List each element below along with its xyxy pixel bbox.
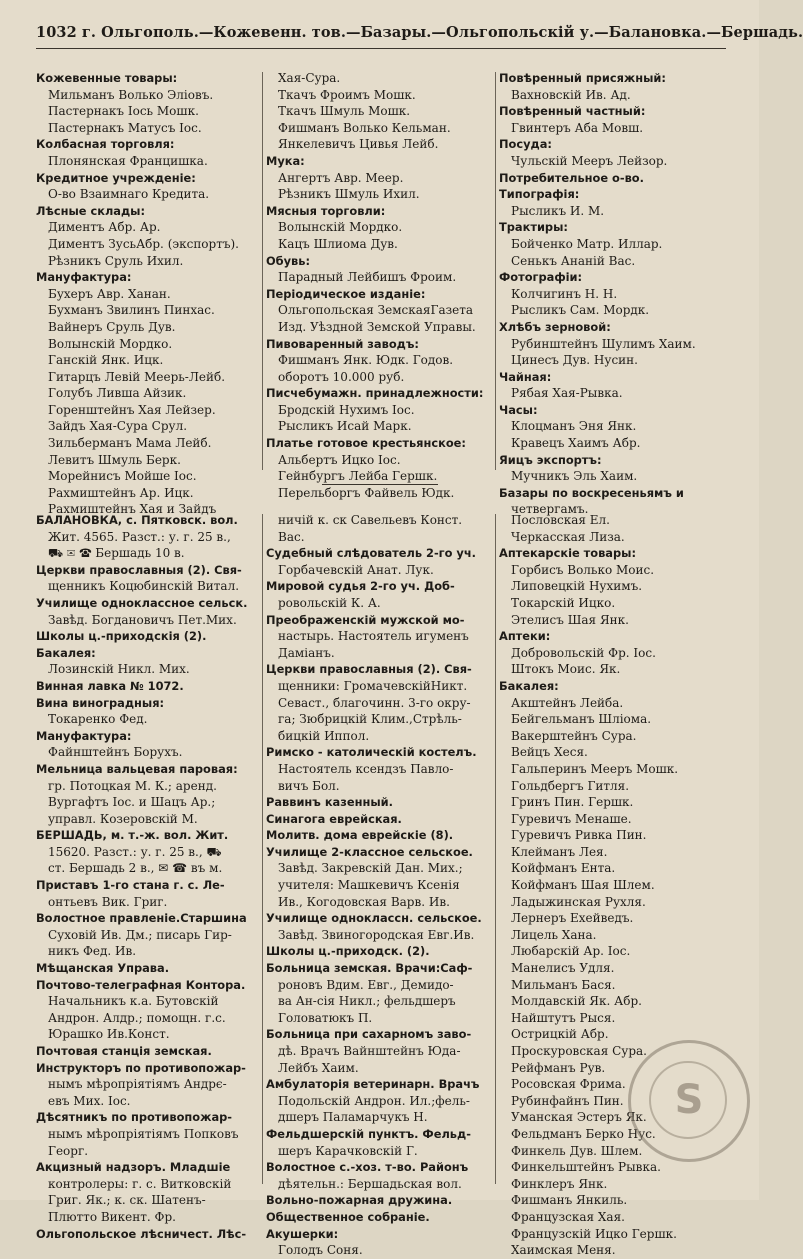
- directory-entry: Токарскій Ицко.: [511, 595, 616, 610]
- page-header: 1032 г. Ольгополь.—Кожевенн. тов.—Базары.—Ольгопольскій у.—Балановка.—Бершадь.: [36, 24, 803, 41]
- directory-entry: Гринъ Пин. Гершк.: [511, 795, 634, 810]
- directory-entry: контролеры: г. с. Витковскій: [48, 1176, 232, 1191]
- section-heading: Яицъ экспортъ:: [499, 452, 602, 467]
- section-heading: Бакалея:: [36, 645, 96, 660]
- section-heading: Мануфактура:: [36, 728, 132, 743]
- section-heading: Кредитное учрежденіе:: [36, 170, 196, 185]
- directory-entry: настырь. Настоятель игуменъ: [278, 629, 469, 644]
- section-heading: Посуда:: [499, 137, 552, 152]
- section-heading: Волостное правленіе.Старшина: [36, 911, 247, 926]
- section-heading: Училище одноклассн. сельское.: [266, 911, 482, 926]
- section-heading: Акушерки:: [266, 1226, 339, 1241]
- directory-entry: Горбачевскій Анат. Лук.: [278, 562, 434, 577]
- section-heading: Церкви православныя (2). Свя-: [266, 662, 472, 677]
- section-heading: Колбасная торговля:: [36, 137, 175, 152]
- section-heading: Школы ц.-приходскія (2).: [36, 629, 207, 644]
- section-heading: Почтовая станція земская.: [36, 1044, 212, 1058]
- directory-entry: Молдавскій Як. Абр.: [511, 994, 642, 1009]
- directory-entry: Острицкій Абр.: [511, 1027, 609, 1042]
- section-heading: Базары по воскресеньямъ и: [499, 485, 684, 500]
- section-heading: Аптекарскіе товары:: [499, 546, 636, 561]
- section-heading: Ольгопольское лѣсничест. Лѣс-: [36, 1226, 247, 1241]
- directory-entry: Волынскій Мордко.: [48, 336, 173, 351]
- section-heading: Инструкторъ по противопожар-: [36, 1060, 246, 1075]
- directory-entry: Горбисъ Волько Моис.: [511, 562, 655, 577]
- section-heading: Повѣренный присяжный:: [499, 71, 666, 85]
- directory-entry: Клейманъ Лея.: [511, 844, 608, 859]
- section-divider: [322, 484, 438, 485]
- directory-entry: Лейбъ Хаим.: [278, 1060, 359, 1075]
- directory-entry: Голодъ Соня.: [278, 1243, 363, 1258]
- directory-entry: евъ Мих. Іос.: [48, 1093, 131, 1108]
- directory-entry: вичъ Бол.: [278, 778, 340, 793]
- directory-entry: Завѣд. Закревскій Дан. Мих.;: [278, 861, 463, 876]
- directory-entry: Начальникъ к.а. Бутовскій: [48, 994, 219, 1009]
- directory-entry: Рысликъ Сам. Мордк.: [511, 303, 650, 318]
- section-heading: Училище одноклассное сельск.: [36, 595, 248, 610]
- section-heading: Фельдшерскій пунктъ. Фельд-: [266, 1126, 471, 1141]
- directory-entry: Найштутъ Рыся.: [511, 1010, 616, 1025]
- directory-entry: никъ Фед. Ив.: [48, 944, 137, 959]
- directory-entry: Финклеръ Янк.: [511, 1176, 608, 1191]
- section-heading: Кожевенные товары:: [36, 71, 178, 85]
- directory-entry: Диментъ Абр. Ар.: [48, 220, 161, 235]
- directory-entry: Бейгельманъ Шліома.: [511, 712, 652, 727]
- directory-entry: Рубинштейнъ Шулимъ Хаим.: [511, 336, 696, 351]
- section-heading: Писчебумажн. принадлежности:: [266, 386, 484, 401]
- directory-entry: Вакерштейнъ Сура.: [511, 728, 637, 743]
- directory-entry: Мильманъ Бася.: [511, 977, 616, 992]
- section-heading: Платье готовое крестьянское:: [266, 436, 466, 451]
- section-heading: Дѣсятникъ по противопожар-: [36, 1110, 233, 1125]
- section-heading: Чайная:: [499, 369, 552, 384]
- directory-entry: Манелисъ Удля.: [511, 961, 615, 976]
- section-heading: Винная лавка № 1072.: [36, 678, 184, 693]
- directory-entry: Перельборгъ Файвель Юдк.: [278, 485, 455, 500]
- directory-entry: Гитарцъ Левій Меерь-Лейб.: [48, 369, 226, 384]
- directory-entry: Фишманъ Янк. Юдк. Годов.: [278, 353, 454, 368]
- directory-entry: 15620. Разст.: у. г. 25 в., ⛟: [48, 844, 222, 859]
- section-heading: Вина виноградныя:: [36, 695, 165, 710]
- section-heading: Мануфактура:: [36, 270, 132, 285]
- directory-entry: Французскій Ицко Гершк.: [511, 1226, 677, 1241]
- directory-entry: Рысликъ И. М.: [511, 203, 605, 218]
- directory-entry: Рябая Хая-Рывка.: [511, 386, 623, 401]
- directory-entry: Фишманъ Янкиль.: [511, 1193, 628, 1208]
- directory-entry: Ткачъ Шмуль Мошк.: [278, 104, 411, 119]
- directory-entry: га; Зюбрицкій Клим.,Стрѣль-: [278, 712, 462, 727]
- directory-entry: онтьевъ Вик. Григ.: [48, 894, 168, 909]
- directory-entry: нымъ мѣропріятіямъ Андрє-: [48, 1077, 227, 1092]
- directory-entry: Пословская Ел.: [511, 513, 610, 527]
- directory-entry: Уманская Эстеръ Як.: [511, 1110, 647, 1125]
- section-heading: Мясныя торговли:: [266, 203, 386, 218]
- section-heading: Бакалея:: [499, 678, 559, 693]
- directory-entry: Ткачъ Фроимъ Мошк.: [278, 87, 416, 102]
- directory-entry: Плютто Викент. Фр.: [48, 1209, 176, 1224]
- directory-entry: щенникъ Коцюбинскій Витал.: [48, 579, 240, 594]
- directory-entry: Французская Хая.: [511, 1209, 625, 1224]
- directory-entry: Лернеръ Ехейведъ.: [511, 911, 634, 926]
- section-heading: Трактиры:: [499, 220, 568, 235]
- directory-entry: Клоцманъ Эня Янк.: [511, 419, 637, 434]
- directory-entry: Янкелевичъ Цивья Лейб.: [278, 137, 439, 152]
- top-column-1: [36, 70, 268, 518]
- directory-entry: Бухманъ Звилинъ Пинхас.: [48, 303, 215, 318]
- directory-entry: Липовецкій Нухимъ.: [511, 579, 643, 594]
- directory-entry: роновъ Вдим. Евг., Демидо-: [278, 977, 454, 992]
- directory-entry: Мучникъ Эль Хаим.: [511, 469, 638, 484]
- directory-entry: Диментъ ЗусьАбр. (экспортъ).: [48, 236, 239, 251]
- directory-entry: Голубъ Ливша Айзик.: [48, 386, 187, 401]
- directory-entry: Проскуровская Сура.: [511, 1044, 647, 1058]
- directory-entry: Вейцъ Хеся.: [511, 745, 588, 760]
- directory-entry: Финкель Дув. Шлем.: [511, 1143, 643, 1158]
- directory-entry: Штокъ Моис. Як.: [511, 662, 621, 677]
- directory-entry: Рейфманъ Рув.: [511, 1060, 606, 1075]
- directory-entry: Настоятель ксендзъ Павло-: [278, 761, 454, 776]
- directory-entry: шеръ Карачковскій Г.: [278, 1143, 418, 1158]
- section-heading: Волостное с.-хоз. т-во. Районъ: [266, 1160, 469, 1175]
- directory-entry: Морейнисъ Мойше Іос.: [48, 469, 197, 484]
- directory-entry: Рысликъ Исай Марк.: [278, 419, 412, 434]
- directory-entry: Черкасская Лиза.: [511, 529, 625, 544]
- directory-entry: нымъ мѣропріятіямъ Попковъ: [48, 1126, 239, 1141]
- directory-entry: Завѣд. Богдановичъ Пет.Мих.: [48, 612, 237, 627]
- section-heading: Мѣщанская Управа.: [36, 961, 170, 976]
- section-heading: Фотографіи:: [499, 270, 583, 285]
- directory-entry: Койфманъ Ента.: [511, 861, 616, 876]
- directory-entry: Вас.: [278, 529, 305, 544]
- directory-entry: Георг.: [48, 1143, 89, 1158]
- top-column-divider-2: [495, 72, 496, 470]
- directory-entry: Завѣд. Звиногородская Евг.Ив.: [278, 927, 475, 942]
- directory-entry: управл. Козеровскій М.: [48, 811, 198, 826]
- library-stamp-icon: [628, 1040, 750, 1162]
- directory-entry: Мильманъ Волько Эліовъ.: [48, 87, 214, 102]
- directory-entry: Ангертъ Авр. Меер.: [278, 170, 404, 185]
- section-heading: Амбулаторія ветеринарн. Врачъ: [266, 1077, 480, 1092]
- directory-entry: Вахновскій Ив. Ад.: [511, 87, 631, 102]
- directory-entry: Кацъ Шлиома Дув.: [278, 236, 398, 251]
- directory-entry: Чульскій Мееръ Лейзор.: [511, 153, 668, 168]
- section-heading: Лѣсные склады:: [36, 203, 146, 218]
- directory-entry: Рубинфайнъ Пин.: [511, 1093, 624, 1108]
- section-heading: Синагога еврейская.: [266, 811, 402, 826]
- directory-entry: О-во Взаимнаго Кредита.: [48, 187, 210, 202]
- bottom-column-divider-2: [495, 514, 496, 1184]
- directory-entry: Ладыжинская Рухля.: [511, 894, 646, 909]
- stamp-letter: S: [674, 1077, 704, 1123]
- bottom-column-divider-1: [262, 514, 263, 1184]
- directory-entry: ⛟ ✉ ☎ Бершадь 10 в.: [48, 546, 185, 561]
- directory-entry: Рѣзникъ Сруль Ихил.: [48, 253, 184, 268]
- section-heading: Мельница вальцевая паровая:: [36, 761, 238, 776]
- directory-entry: Вайнеръ Сруль Дув.: [48, 319, 176, 334]
- section-heading: Школы ц.-приходск. (2).: [266, 944, 430, 959]
- top-column-2: [266, 70, 498, 501]
- directory-entry: учителя: Машкевичъ Ксенія: [278, 878, 460, 893]
- directory-entry: Добровольскій Фр. Іос.: [511, 645, 656, 660]
- section-heading: Вольно-пожарная дружина.: [266, 1193, 453, 1208]
- directory-entry: ровольскій К. А.: [278, 595, 381, 610]
- directory-entry: ва Ан-сія Никл.; фельдшеръ: [278, 994, 456, 1009]
- directory-entry: Пастернакъ Матусъ Іос.: [48, 120, 202, 135]
- directory-entry: дѣятельн.: Бершадьская вол.: [278, 1176, 462, 1191]
- top-column-3: [499, 70, 727, 518]
- directory-entry: Ганскій Янк. Ицк.: [48, 353, 164, 368]
- directory-entry: Токаренко Фед.: [48, 712, 148, 727]
- section-heading: Обувь:: [266, 253, 311, 268]
- directory-entry: Зайдъ Хая-Сура Срул.: [48, 419, 188, 434]
- section-heading: Потребительное о-во.: [499, 170, 644, 185]
- directory-entry: щенники: ГромачевскійНикт.: [278, 678, 468, 693]
- directory-entry: Юрашко Ив.Конст.: [48, 1027, 170, 1042]
- directory-entry: Любарскій Ар. Іос.: [511, 944, 631, 959]
- bottom-column-2: [266, 512, 498, 1259]
- directory-entry: Сенькъ Ананій Вас.: [511, 253, 636, 268]
- directory-entry: Андрон. Алдр.; помощн. г.с.: [48, 1010, 226, 1025]
- directory-entry: Ив., Когодовская Варв. Ив.: [278, 894, 450, 909]
- directory-entry: Фельдманъ Берко Нус.: [511, 1126, 656, 1141]
- directory-entry: гр. Потоцкая М. К.; аренд.: [48, 778, 217, 793]
- directory-entry: Гальперинъ Мееръ Мошк.: [511, 761, 679, 776]
- directory-entry: Кравецъ Хаимъ Абр.: [511, 436, 641, 451]
- section-heading: Мировой судья 2-го уч. Доб-: [266, 579, 455, 594]
- directory-entry: ничій к. ск Савельевъ Конст.: [278, 513, 463, 527]
- section-heading: Часы:: [499, 402, 538, 417]
- directory-entry: бицкій Иппол.: [278, 728, 370, 743]
- directory-entry: Рахмиштейнъ Ар. Ицк.: [48, 485, 194, 500]
- directory-entry: Левитъ Шмуль Берк.: [48, 452, 181, 467]
- directory-entry: Пастернакъ Іось Мошк.: [48, 104, 199, 119]
- directory-entry: Фишманъ Волько Кельман.: [278, 120, 451, 135]
- section-heading: Училище 2-классное сельское.: [266, 844, 473, 859]
- section-heading: Повѣренный частный:: [499, 104, 646, 119]
- directory-entry: Головатюкъ П.: [278, 1010, 373, 1025]
- section-heading: Общественное собраніе.: [266, 1209, 430, 1224]
- directory-entry: Рѣзникъ Шмуль Ихил.: [278, 187, 420, 202]
- header-rule: [36, 48, 726, 49]
- directory-entry: Плонянская Францишка.: [48, 153, 208, 168]
- section-heading: Судебный слѣдователь 2-го уч.: [266, 546, 476, 561]
- directory-entry: Гвинтеръ Аба Мовш.: [511, 120, 644, 135]
- section-heading: Мука:: [266, 153, 305, 168]
- directory-entry: Вургафтъ Іос. и Шацъ Ар.;: [48, 795, 216, 810]
- directory-entry: Гольдбергъ Гитля.: [511, 778, 630, 793]
- directory-entry: Севаст., благочинн. 3-го окру-: [278, 695, 471, 710]
- section-heading: Почтово-телеграфная Контора.: [36, 977, 246, 992]
- directory-entry: ст. Бершадь 2 в., ✉ ☎ въ м.: [48, 861, 223, 876]
- section-heading: Больница земская. Врачи:Саф-: [266, 961, 473, 976]
- directory-entry: Бойченко Матр. Иллар.: [511, 236, 663, 251]
- section-heading: Акцизный надзоръ. Младшіе: [36, 1160, 231, 1175]
- directory-entry: Жит. 4565. Разст.: у. г. 25 в.,: [48, 529, 231, 544]
- section-heading: Преображенскій мужской мо-: [266, 612, 465, 627]
- directory-entry: Горенштейнъ Хая Лейзер.: [48, 402, 216, 417]
- directory-entry: Даміанъ.: [278, 645, 335, 660]
- directory-entry: Лозинскій Никл. Мих.: [48, 662, 190, 677]
- section-heading: Церкви православныя (2). Свя-: [36, 562, 242, 577]
- section-heading: Періодическое изданіе:: [266, 286, 426, 301]
- section-heading: БЕРШАДЬ, м. т.-ж. вол. Жит.: [36, 828, 229, 843]
- directory-entry: Зильберманъ Мама Лейб.: [48, 436, 212, 451]
- directory-entry: Григ. Як.; к. ск. Шатенъ-: [48, 1193, 206, 1208]
- section-heading: Раввинъ казенный.: [266, 795, 393, 810]
- directory-entry: Бродскій Нухимъ Іос.: [278, 402, 415, 417]
- directory-entry: Койфманъ Шая Шлем.: [511, 878, 655, 893]
- directory-entry: Акштейнъ Лейба.: [511, 695, 624, 710]
- directory-entry: Файнштейнъ Борухъ.: [48, 745, 183, 760]
- top-column-divider-1: [262, 72, 263, 470]
- directory-entry: Финкельштейнъ Рывка.: [511, 1160, 661, 1175]
- section-heading: БАЛАНОВКА, с. Пятковск. вол.: [36, 513, 238, 527]
- directory-entry: четвергамъ.: [511, 502, 589, 517]
- directory-entry: Волынскій Мордко.: [278, 220, 403, 235]
- directory-entry: Изд. Уѣздной Земской Управы.: [278, 319, 476, 334]
- directory-entry: Хаимская Меня.: [511, 1243, 616, 1258]
- section-heading: Больница при сахарномъ заво-: [266, 1027, 472, 1042]
- directory-entry: Альбертъ Ицко Іос.: [278, 452, 401, 467]
- directory-entry: Колчигинъ Н. Н.: [511, 286, 618, 301]
- directory-entry: Парадный Лейбишъ Фроим.: [278, 270, 457, 285]
- directory-entry: Ольгопольская ЗемскаяГазета: [278, 303, 474, 318]
- directory-entry: Бухеръ Авр. Ханан.: [48, 286, 171, 301]
- section-heading: Хлѣбъ зерновой:: [499, 319, 611, 334]
- directory-entry: Гейнбургъ Лейба Гершк.: [278, 469, 438, 484]
- directory-entry: Росовская Фрима.: [511, 1077, 626, 1092]
- section-heading: Пивоваренный заводъ:: [266, 336, 419, 351]
- directory-entry: дшеръ Паламарчукъ Н.: [278, 1110, 428, 1125]
- directory-entry: дѣ. Врачъ Вайнштейнъ Юда-: [278, 1044, 461, 1058]
- directory-entry: оборотъ 10.000 руб.: [278, 369, 405, 384]
- directory-entry: Лицель Хана.: [511, 927, 597, 942]
- directory-entry: Цинесъ Дув. Нусин.: [511, 353, 638, 368]
- section-heading: Аптеки:: [499, 629, 551, 644]
- directory-entry: Гуревичъ Ривка Пин.: [511, 828, 647, 843]
- section-heading: Типографія:: [499, 187, 580, 202]
- section-heading: Римско - католическій костелъ.: [266, 745, 477, 760]
- directory-entry: Этелисъ Шая Янк.: [511, 612, 629, 627]
- directory-entry: Подольскій Андрон. Ил.;фель-: [278, 1093, 470, 1108]
- directory-entry: Гуревичъ Менаше.: [511, 811, 632, 826]
- section-heading: Приставъ 1-го стана г. с. Ле-: [36, 878, 225, 893]
- directory-entry: Суховій Ив. Дм.; писарь Гир-: [48, 927, 232, 942]
- directory-entry: Хая-Сура.: [278, 71, 341, 85]
- directory-entry: Рахмиштейнъ Хая и Зайдъ: [48, 502, 217, 517]
- bottom-column-1: [36, 512, 268, 1242]
- section-heading: Молитв. дома еврейскіе (8).: [266, 828, 454, 843]
